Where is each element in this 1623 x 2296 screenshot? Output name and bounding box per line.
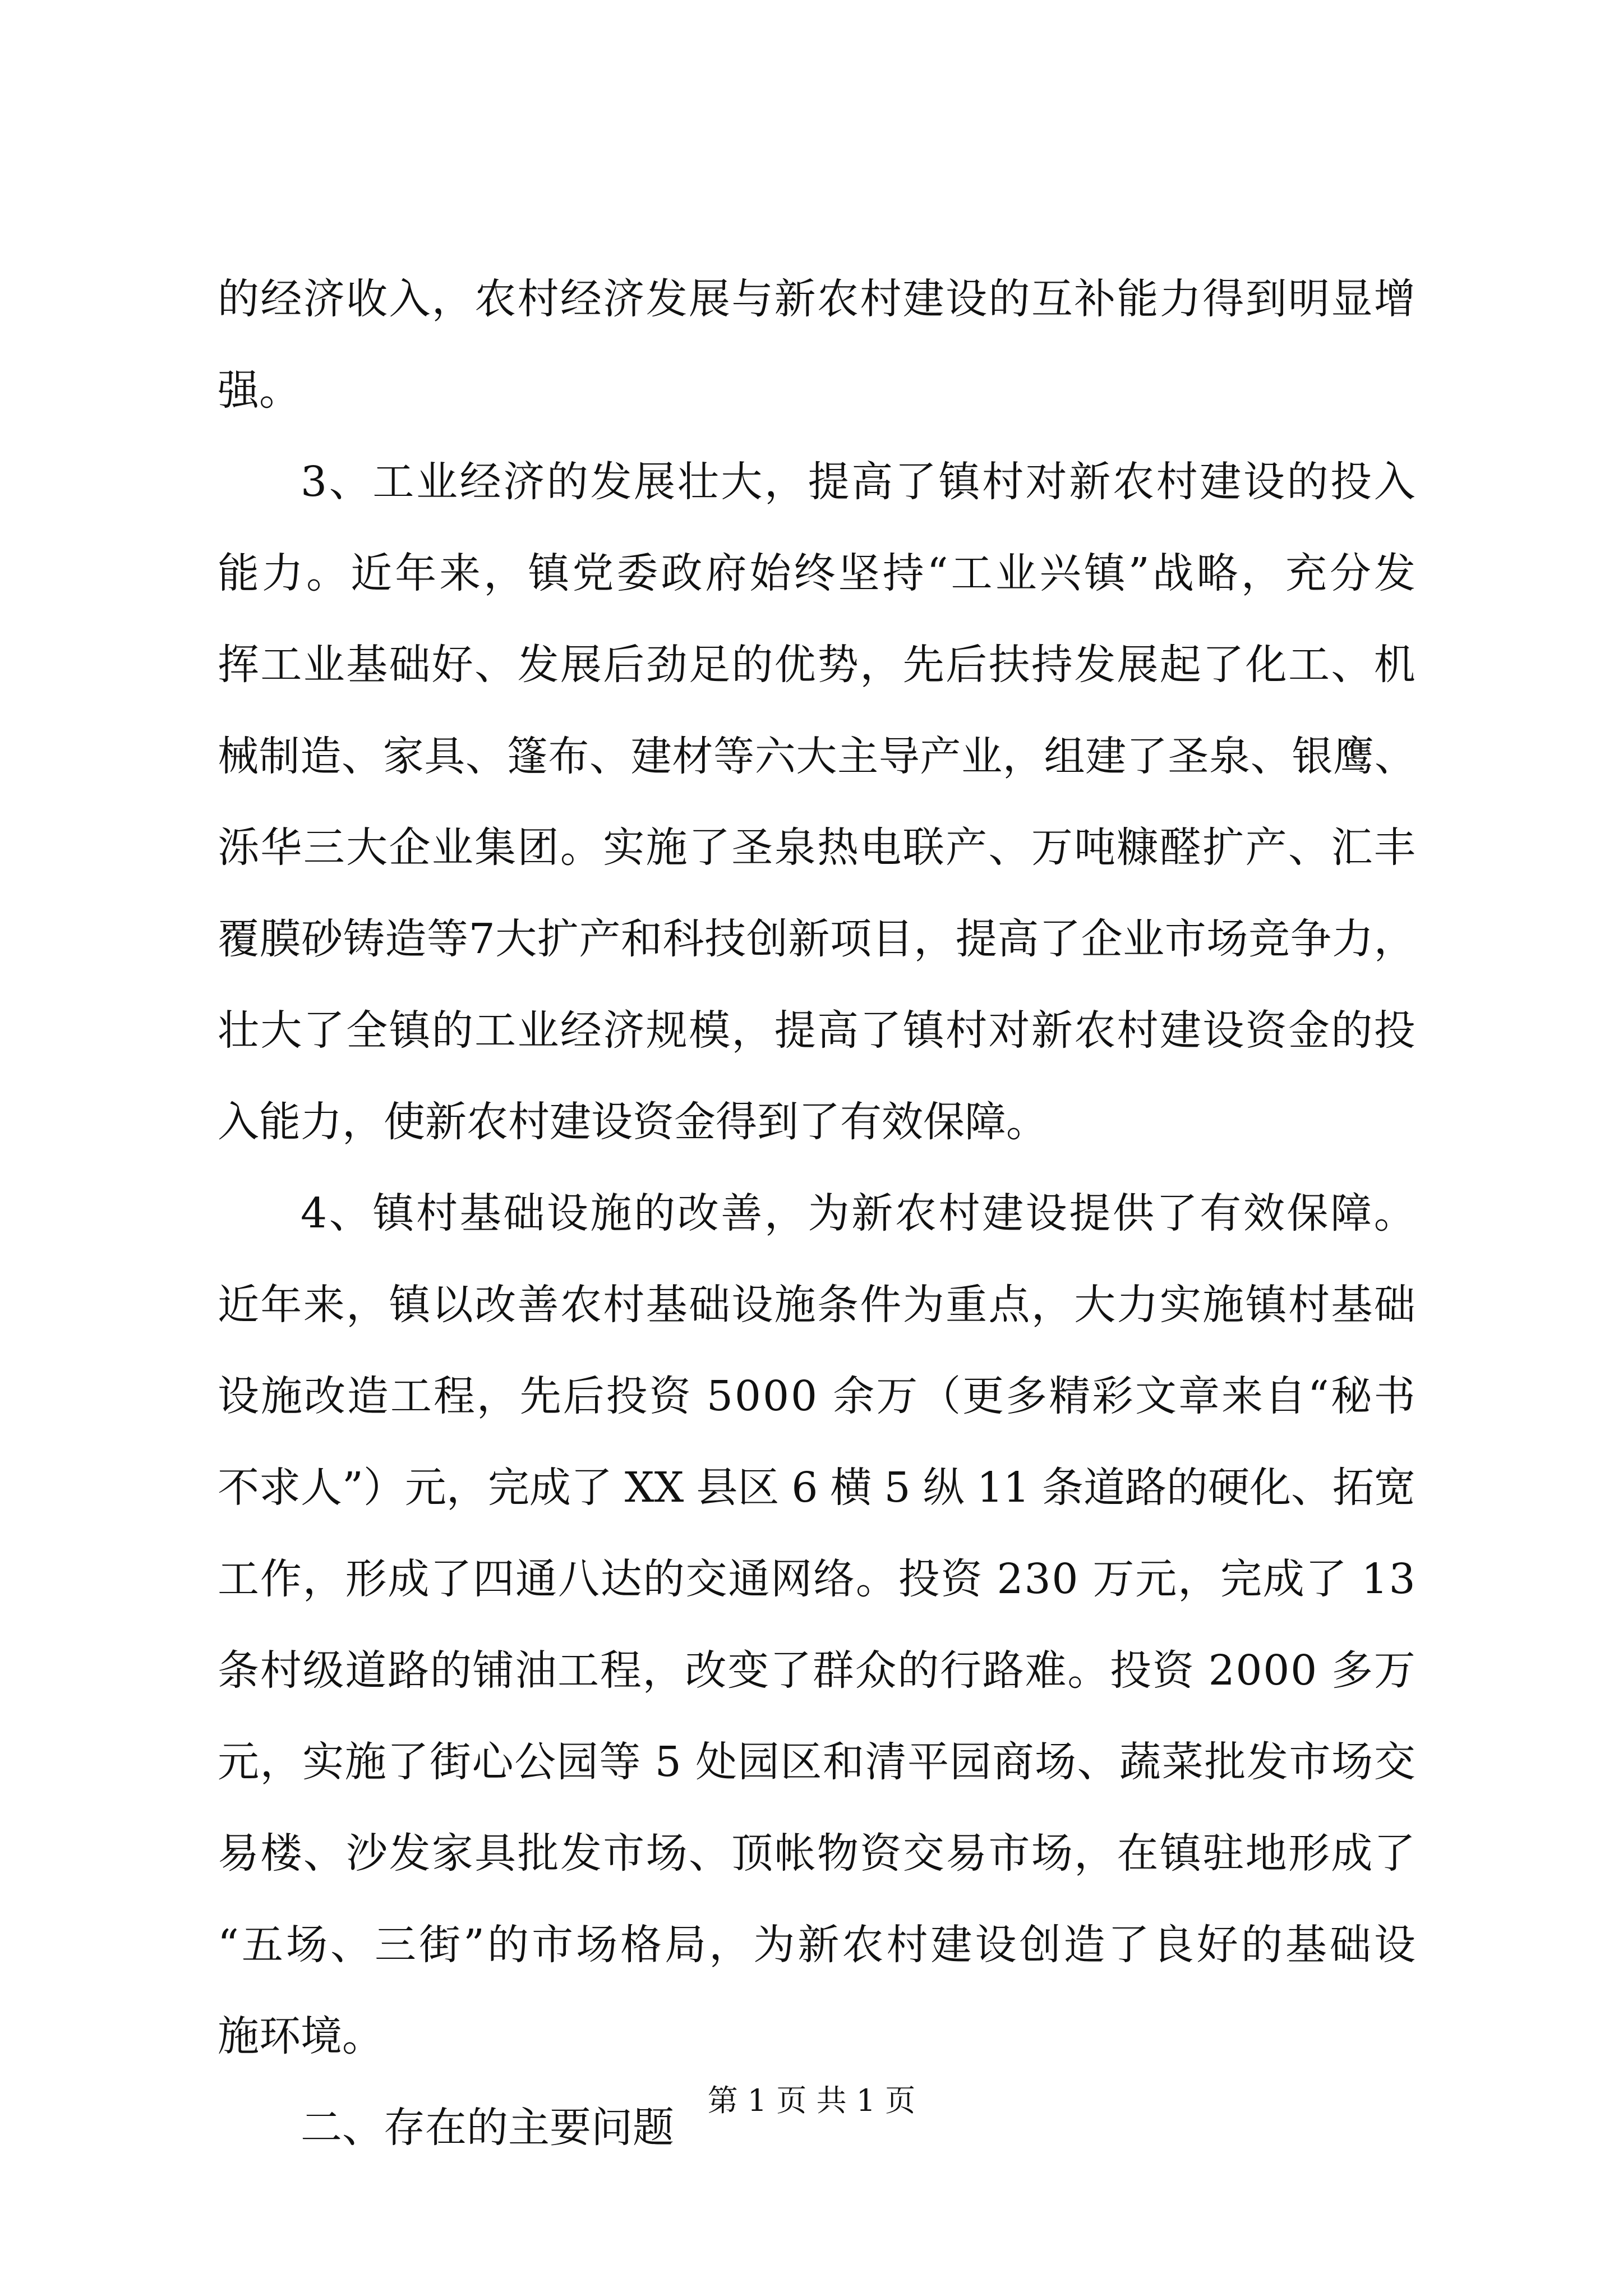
paragraph-line <box>218 1442 1415 1534</box>
text-run: 3 、 工 业 经 济 的 发 展 壮 大 ， 提 高 了 镇 村 对 新 农 村 建 设 的 投 入 <box>301 458 1415 506</box>
text-run: 的 经 济 收 入 ， 农 村 经 济 发 展 与 新 农 村 建 设 的 互 补 能 力 得 到 明 显 增 <box>218 275 1415 323</box>
text-run: 近 年 来 ， 镇 以 改 善 农 村 基 础 设 施 条 件 为 重 点 ， 大 力 实 施 镇 村 基 础 <box>218 1281 1415 1329</box>
text-run: 工 作 ， 形 成 了 四 通 八 达 的 交 通 网 络 。 投 资 2 3 0 万 元 ， 完 成 了 1 3 <box>218 1555 1415 1603</box>
text-run: 易 楼 、 沙 发 家 具 批 发 市 场 、 顶 帐 物 资 交 易 市 场 ， 在 镇 驻 地 形 成 了 <box>218 1829 1415 1878</box>
text-run: “ 五 场 、 三 街 ” 的 市 场 格 局 ， 为 新 农 村 建 设 创 造 了 良 好 的 基 础 设 <box>218 1921 1415 1969</box>
text-run: 条 村 级 道 路 的 铺 油 工 程 ， 改 变 了 群 众 的 行 路 难 。 投 资 2 0 0 0 多 万 <box>218 1646 1415 1695</box>
paragraph-line <box>218 436 1415 528</box>
text-run: 泺 华 三 大 企 业 集 团 。 实 施 了 圣 泉 热 电 联 产 、 万 吨 糠 醛 扩 产 、 汇 丰 <box>218 823 1415 872</box>
paragraph-line <box>218 1991 1415 2082</box>
paragraph-line <box>218 345 1415 436</box>
paragraph-line <box>218 894 1415 985</box>
text-run: 挥 工 业 基 础 好 、 发 展 后 劲 足 的 优 势 ， 先 后 扶 持 发 展 起 了 化 工 、 机 <box>218 641 1415 689</box>
text-run: 元 ， 实 施 了 街 心 公 园 等 5 处 园 区 和 清 平 园 商 场 、 蔬 菜 批 发 市 场 交 <box>218 1738 1415 1786</box>
paragraph-line <box>218 985 1415 1076</box>
paragraph-line <box>218 1899 1415 1991</box>
paragraph-line <box>218 1717 1415 1808</box>
paragraph-line <box>218 1076 1415 1168</box>
paragraph-line <box>218 1168 1415 1259</box>
text-run: 二、存在的主要问题 <box>301 2104 674 2152</box>
text-run: 能 力 。 近 年 来 ， 镇 党 委 政 府 始 终 坚 持 “ 工 业 兴 镇 ” 战 略 ， 充 分 发 <box>218 549 1415 597</box>
text-run: 4 、 镇 村 基 础 设 施 的 改 善 ， 为 新 农 村 建 设 提 供 了 有 效 保 障 。 <box>301 1189 1415 1237</box>
text-run: 不 求 人 ” ） 元 ， 完 成 了 X X 县 区 6 横 5 纵 1 1 条 道 路 的 硬 化 、 拓 宽 <box>218 1464 1415 1512</box>
paragraph-line <box>218 711 1415 802</box>
paragraph-line <box>218 254 1415 345</box>
text-run: 施环境。 <box>218 2012 384 2060</box>
paragraph-line <box>218 1351 1415 1442</box>
document-body <box>218 254 1415 2174</box>
paragraph-line <box>218 802 1415 894</box>
paragraph-line <box>218 1625 1415 1717</box>
text-run: 入能力，使新农村建设资金得到了有效保障。 <box>218 1098 1048 1146</box>
paragraph-line <box>218 619 1415 711</box>
text-run: 强。 <box>218 366 301 415</box>
text-run: 壮 大 了 全 镇 的 工 业 经 济 规 模 ， 提 高 了 镇 村 对 新 农 村 建 设 资 金 的 投 <box>218 1006 1415 1055</box>
page-footer: 第 1 页 共 1 页 <box>707 2083 916 2118</box>
text-run: 覆 膜 砂 铸 造 等 7 大 扩 产 和 科 技 创 新 项 目 ， 提 高 了 企 业 市 场 竞 争 力 ， <box>218 915 1415 963</box>
text-run: 设 施 改 造 工 程 ， 先 后 投 资 5 0 0 0 余 万 （ 更 多 精 彩 文 章 来 自 “ 秘 书 <box>218 1372 1415 1420</box>
paragraph-line <box>218 528 1415 619</box>
paragraph-line <box>218 1534 1415 1625</box>
text-run: 械 制 造 、 家 具 、 篷 布 、 建 材 等 六 大 主 导 产 业 ， 组 建 了 圣 泉 、 银 鹰 、 <box>218 733 1415 780</box>
paragraph-line <box>218 1808 1415 1899</box>
paragraph-line <box>218 1259 1415 1351</box>
